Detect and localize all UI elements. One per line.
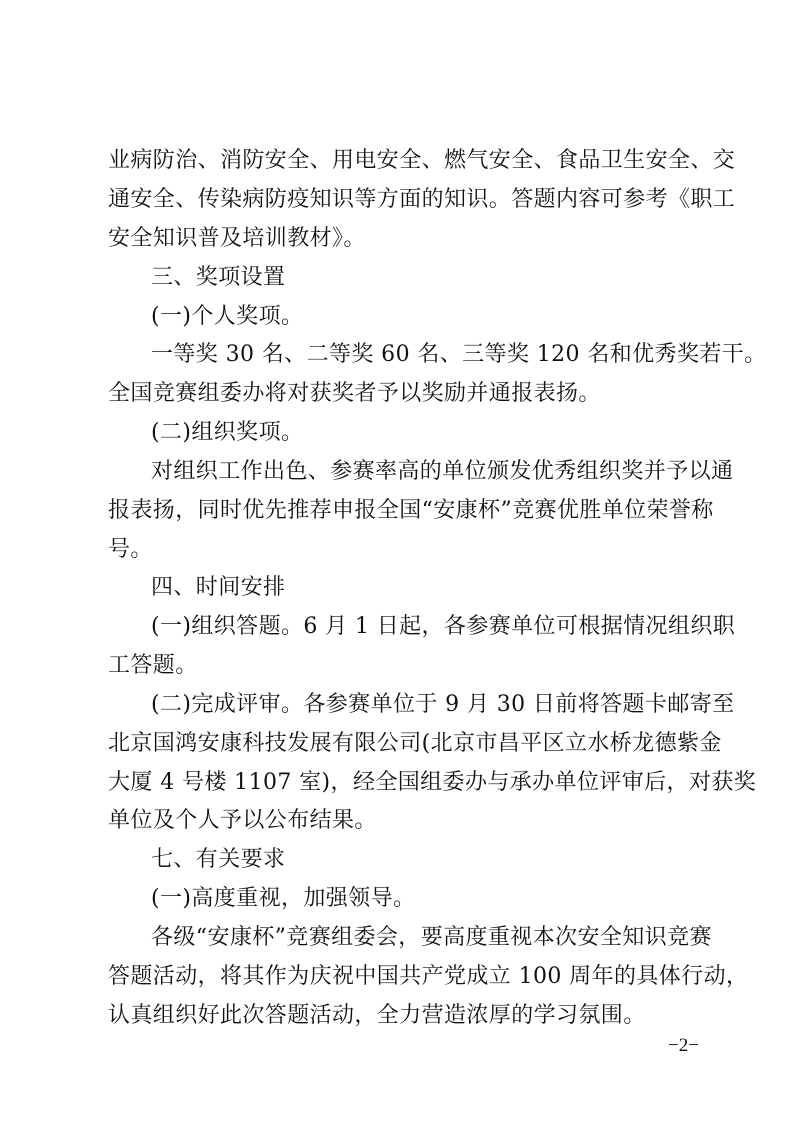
subsection-heading: (一)高度重视，加强领导。 bbox=[151, 886, 416, 911]
text-line: 报表扬，同时优先推荐申报全国“安康杯”竞赛优胜单位荣誉称 bbox=[108, 498, 714, 523]
section-heading: 七、有关要求 bbox=[151, 847, 286, 872]
text-line: 大厦 4 号楼 1107 室)，经全国组委办与承办单位评审后，对获奖 bbox=[108, 770, 757, 795]
text-line: 业病防治、消防安全、用电安全、燃气安全、食品卫生安全、交 bbox=[108, 148, 736, 173]
page-number: −2− bbox=[668, 1035, 699, 1056]
text-line: 工答题。 bbox=[108, 653, 198, 678]
text-line: 各级“安康杯”竞赛组委会，要高度重视本次安全知识竞赛 bbox=[151, 925, 712, 950]
text-line: 安全知识普及培训教材》。 bbox=[108, 226, 366, 251]
text-line: 通安全、传染病防疫知识等方面的知识。答题内容可参考《职工 bbox=[108, 187, 736, 212]
section-heading: 三、奖项设置 bbox=[151, 265, 286, 290]
text-line: 单位及个人予以公布结果。 bbox=[108, 808, 377, 833]
section-heading: 四、时间安排 bbox=[151, 575, 286, 600]
text-line: 号。 bbox=[108, 537, 153, 562]
subsection-heading: (二)组织奖项。 bbox=[151, 420, 304, 445]
text-line: 一等奖 30 名、二等奖 60 名、三等奖 120 名和优秀奖若干。 bbox=[151, 342, 767, 367]
text-line: (一)组织答题。6 月 1 日起，各参赛单位可根据情况组织职 bbox=[151, 614, 736, 639]
text-line: 对组织工作出色、参赛率高的单位颁发优秀组织奖并予以通 bbox=[151, 459, 734, 484]
text-line: 北京国鸿安康科技发展有限公司(北京市昌平区立水桥龙德紫金 bbox=[108, 731, 722, 756]
text-line: 认真组织好此次答题活动，全力营造浓厚的学习氛围。 bbox=[108, 1003, 646, 1028]
text-line: (二)完成评审。各参赛单位于 9 月 30 日前将答题卡邮寄至 bbox=[151, 692, 735, 717]
text-line: 全国竞赛组委办将对获奖者予以奖励并通报表扬。 bbox=[108, 381, 601, 406]
text-line: 答题活动，将其作为庆祝中国共产党成立 100 周年的具体行动， bbox=[108, 964, 749, 989]
subsection-heading: (一)个人奖项。 bbox=[151, 304, 304, 329]
